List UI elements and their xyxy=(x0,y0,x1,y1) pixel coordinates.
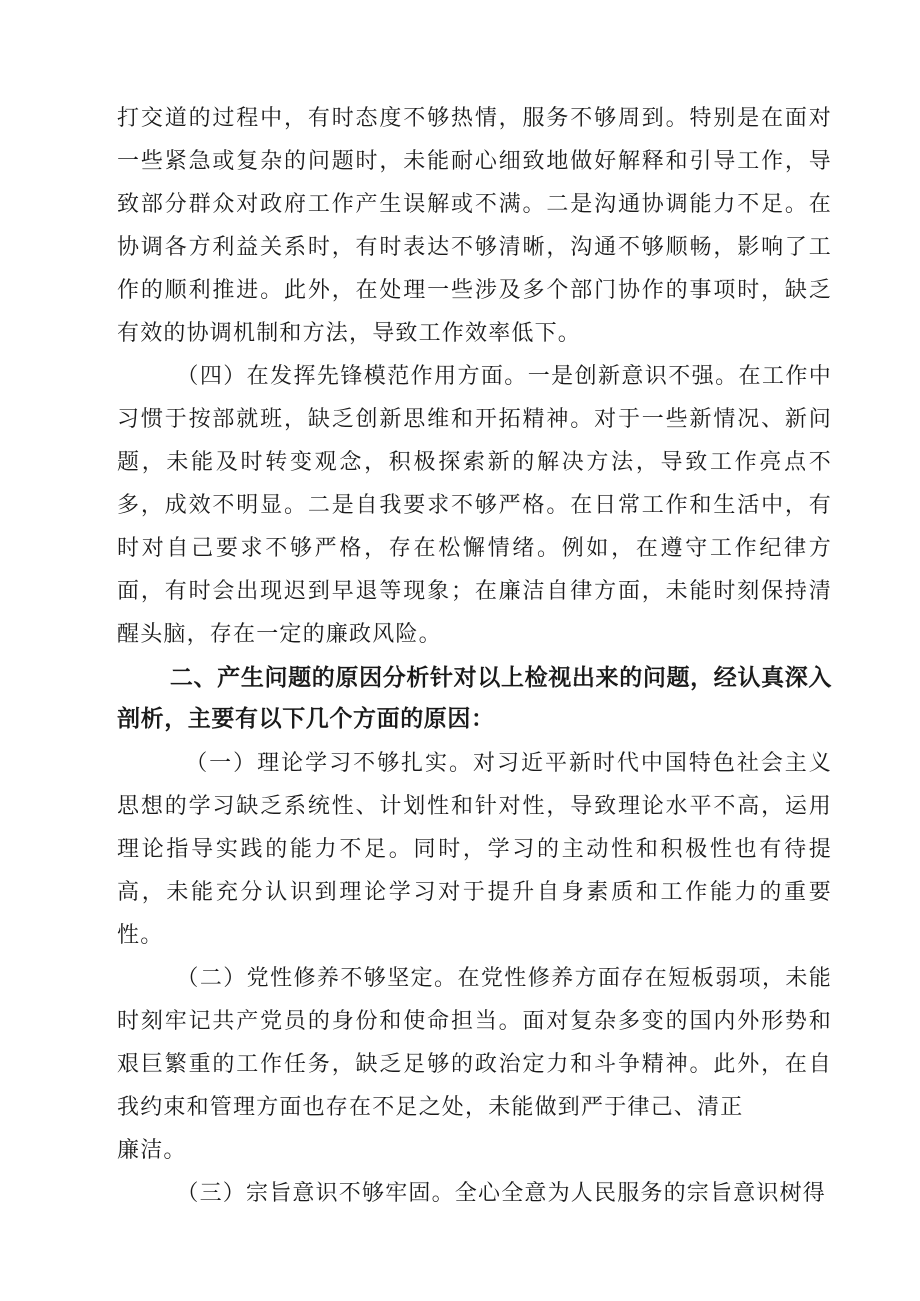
paragraph-reason-2: （二）党性修养不够坚定。在党性修养方面存在短板弱项，未能时刻牢记共产党员的身份和使命担当。面对复杂多变的国内外形势和艰巨繁重的工作任务，缺乏足够的政治定力和斗争精神。此外，在自我约束和管理方面也存在不足之处，未能做到严于律己、清正 xyxy=(117,966,832,1120)
document-body xyxy=(117,97,832,1215)
section-heading-2: 二、产生问题的原因分析针对以上检视出来的问题，经认真深入剖析，主要有以下几个方面的原因： xyxy=(117,665,832,732)
paragraph-reason-1: （一）理论学习不够扎实。对习近平新时代中国特色社会主义思想的学习缺乏系统性、计划性和针对性，导致理论水平不高，运用理论指导实践的能力不足。同时，学习的主动性和积极性也有待提高，未能充分认识到理论学习对于提升自身素质和工作能力的重要性。 xyxy=(117,751,832,948)
paragraph-reason-2-tail: 廉洁。 xyxy=(117,1138,187,1163)
paragraph-reason-3: （三）宗旨意识不够牢固。全心全意为人民服务的宗旨意识树得 xyxy=(176,1181,826,1206)
paragraph-continuation: 打交道的过程中，有时态度不够热情，服务不够周到。特别是在面对一些紧急或复杂的问题时，未能耐心细致地做好解释和引导工作，导致部分群众对政府工作产生误解或不满。二是沟通协调能力不足。在协调各方利益关系时，有时表达不够清晰，沟通不够顺畅，影响了工作的顺利推进。此外，在处理一些涉及多个部门协作的事项时，缺乏有效的协调机制和方法，导致工作效率低下。 xyxy=(117,106,832,346)
paragraph-section-4: （四）在发挥先锋模范作用方面。一是创新意识不强。在工作中习惯于按部就班，缺乏创新思维和开拓精神。对于一些新情况、新问题，未能及时转变观念，积极探索新的解决方法，导致工作亮点不多，成效不明显。二是自我要求不够严格。在日常工作和生活中，有时对自己要求不够严格，存在松懈情绪。例如，在遵守工作纪律方面，有时会出现迟到早退等现象；在廉洁自律方面，未能时刻保持清醒头脑，存在一定的廉政风险。 xyxy=(117,364,832,647)
